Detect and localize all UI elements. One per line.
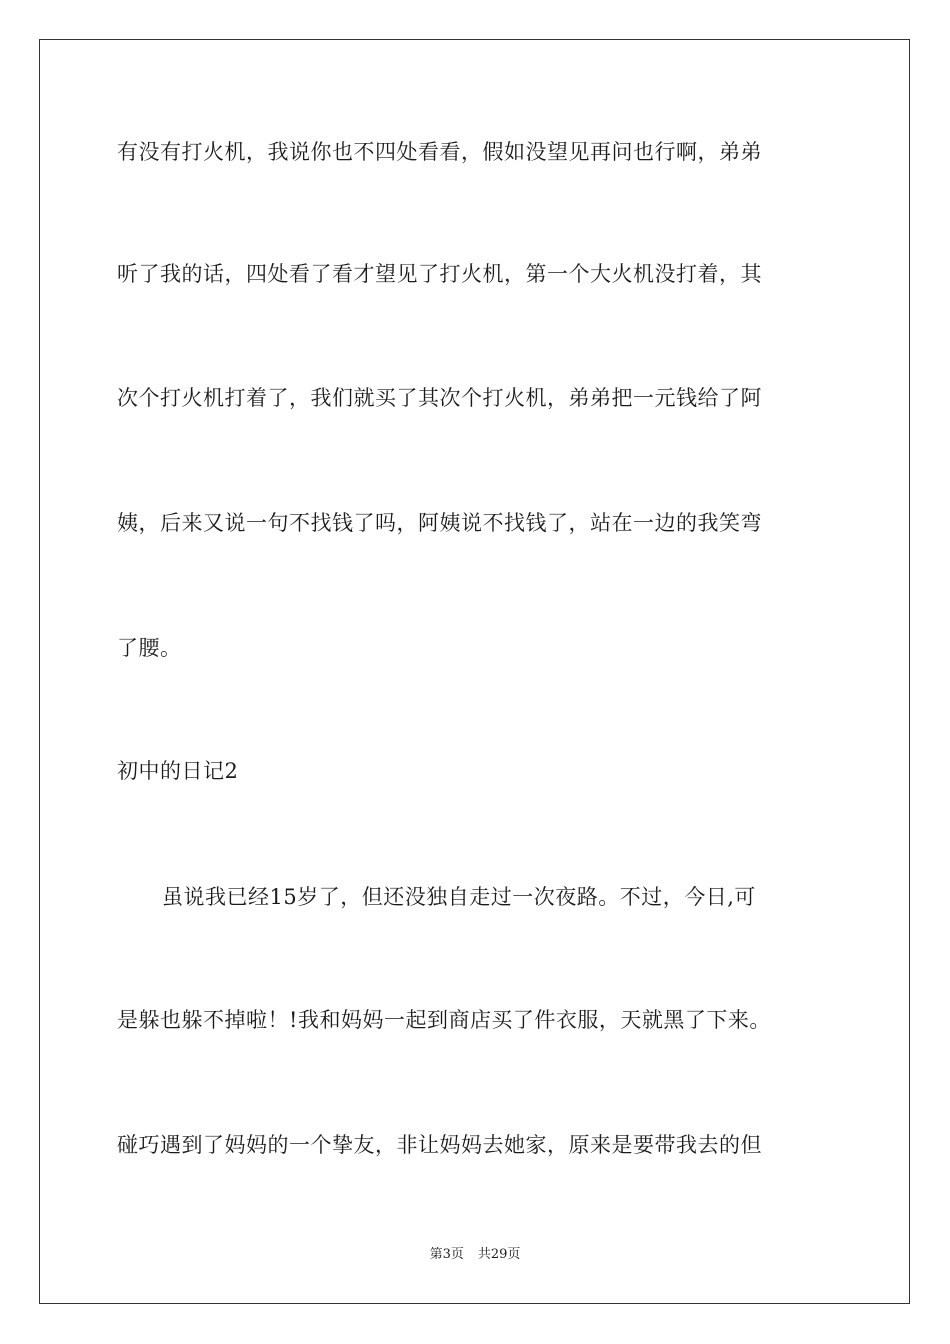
body-text-line: 有没有打火机，我说你也不四处看看，假如没望见再问也行啊，弟弟 [117,140,762,164]
body-text-line: 次个打火机打着了，我们就买了其次个打火机，弟弟把一元钱给了阿 [117,386,762,410]
body-text-line: 了腰。 [117,636,182,660]
page-total: 共29页 [477,1247,521,1262]
body-text-line: 姨，后来又说一句不找钱了吗，阿姨说不找钱了，站在一边的我笑弯 [117,511,762,535]
body-text-line: 听了我的话，四处看了看才望见了打火机，第一个大火机没打着，其 [117,262,762,286]
body-text-line: 虽说我已经15岁了，但还没独自走过一次夜路。不过，今日,可 [162,885,756,909]
page-footer [0,1246,950,1264]
page-border [39,39,910,1304]
page-number: 第3页 [429,1247,464,1262]
body-text-line: 是躲也躲不掉啦！!我和妈妈一起到商店买了件衣服，天就黑了下来。 [117,1008,771,1032]
body-text-line: 碰巧遇到了妈妈的一个挚友，非让妈妈去她家，原来是要带我去的但 [117,1133,762,1157]
section-heading: 初中的日记2 [117,759,239,783]
